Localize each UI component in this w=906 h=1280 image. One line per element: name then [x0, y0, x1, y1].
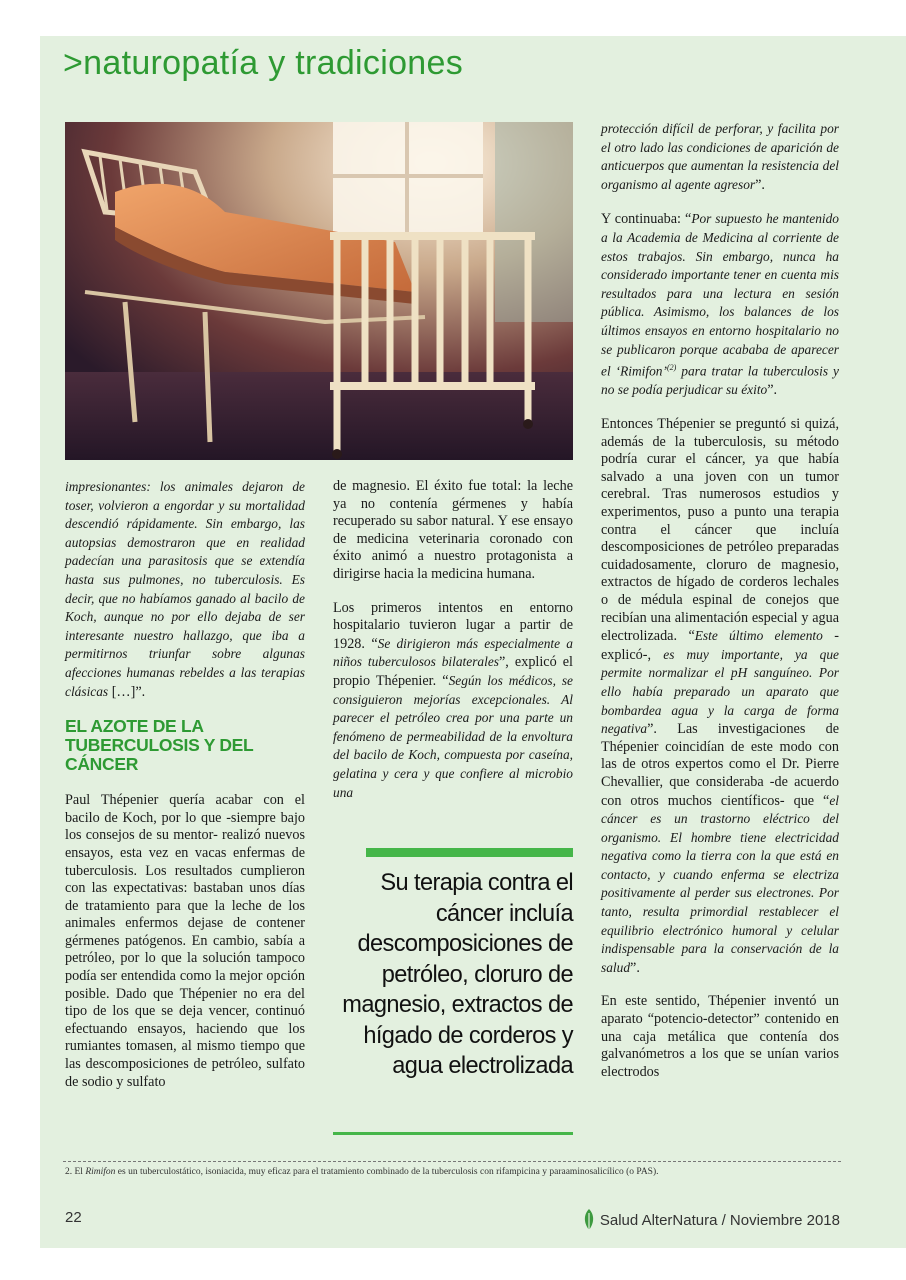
text-run: es un tuberculostático, isoniacida, muy eficaz para el tratamiento combinado de la tuberculosis con rifampicina y paraaminosalicílico (o PAS).: [115, 1167, 659, 1177]
paragraph: Paul Thépenier quería acabar con el bacilo de Koch, por lo que -siempre bajo los consejos de su mentor- realizó nuevos ensayos, esta vez en vacas enfermas de tuberculosis. Los resultados cumplieron con las expectativas: bastaban unos días de tratamiento para que la leche de los animales enfermos dejase de contener gérmenes patógenos. En cambio, sabía a petróleo, por lo que la solución tampoco podía ser entendida como la mejor opción posible. Dado que Thépenier no era del tipo de los que se deja vencer, continuó efectuando ensayos, haciendo que los rumiantes tomasen, al mismo tiempo que las descomposiciones de petróleo, sulfato de sodio y sulfato: [65, 792, 305, 1090]
hospital-bed-illustration: [65, 122, 573, 460]
text-run: 2. El: [65, 1167, 86, 1177]
italic-quote: impresionantes: los animales dejaron de toser, volvieron a engordar y su mortalidad descendió rápidamente. Sin embargo, las autopsias demostraron que en realidad padecían una parasitosis que se extendía hasta sus pulmones, no tuberculosis. Es decir, que no habíamos ganado al bacilo de Koch, aunque no por ello dejaba de ser interesante nuestro hallazgo, que iba a permitirnos triunfar sobre algunas afecciones humanas rebeldes a las terapias clásicas: [65, 479, 305, 699]
text-run: Entonces Thépenier se preguntó si quizá, además de la tuberculosis, su método podría curar el cáncer, ya que había salvado a una joven con un tumor cerebral. Tras numerosos estudios y experimentos, puso a punto una terapia contra el cáncer que incluía descomposiciones de petróleo preparadas cuidadosamente, cloruro de magnesio, extractos de hígado de corderos lechales o de médula espinal de conejos que recibían una alimentación especial y agua electrolizada. “: [601, 416, 839, 645]
paragraph: [601, 210, 839, 400]
italic-quote: Por supuesto he mantenido a la Academia de Medicina al corriente de estos trabajos. Sin embargo, nunca ha considerado importante tener en cuenta mis resultados para una lectura en sesión pública. Asimismo, los balances de los últimos ensayos en entorno hospitalario no se publicaron porque acababa de aparecer el ‘Rimifon’: [601, 211, 839, 379]
pullquote: Su terapia contra el cáncer incluía descomposiciones de petróleo, cloruro de magnesio, extractos de hígado de corderos y agua electrolizada: [342, 870, 573, 1079]
leaf-logo-icon: [582, 1208, 596, 1232]
text-run: -explicó-,: [601, 628, 839, 663]
italic-quote: protección difícil de perforar, y facilita por el otro lado las condiciones de aparición de anticuerpos que aumentan la resistencia del organismo al agente agresor: [601, 121, 839, 192]
text-run: Los primeros intentos en entorno hospitalario tuvieron lugar a partir de 1928. “: [333, 599, 573, 652]
text-run: ”, explicó el propio Thépenier. “: [333, 654, 573, 689]
pullquote-bottom-bar: [333, 1132, 573, 1135]
publication-masthead: [582, 1208, 840, 1232]
pullquote-top-bar: [366, 848, 573, 857]
section-title: >naturopatía y tradiciones: [63, 44, 463, 82]
footnote-ref: (2): [666, 363, 677, 373]
footnote: [65, 1167, 659, 1177]
column-3: [601, 120, 839, 1097]
subheading: EL AZOTE DE LA TUBERCULOSIS Y DEL CÁNCER: [65, 716, 254, 775]
quote-end: ”.: [755, 176, 765, 193]
column-2: [333, 478, 573, 818]
paragraph: [333, 600, 573, 803]
italic-quote: Se dirigieron más especialmente a niños tuberculosos bilaterales: [333, 635, 573, 670]
italic-quote: Este último elemento: [694, 628, 823, 644]
text-run: Y continuaba: “: [601, 211, 692, 228]
italic-quote: Según los médicos, se consiguieron mejorías excepcionales. Al parecer el petróleo crea por una parte un fenómeno de permeabilidad de la envoltura del bacilo de Koch, compuesta por caseína, gelatina y cera y que confiere al microbio una: [333, 672, 573, 800]
quote-end: […]”.: [108, 683, 146, 700]
paragraph: [601, 416, 839, 977]
italic-quote: es muy importante, ya que permite normalizar el pH sanguíneo. Por ello había preparado un aparato que bombardea agua y la carga de forma negativa: [601, 646, 839, 737]
page-number: 22: [65, 1209, 82, 1226]
paragraph: [601, 120, 839, 194]
column-1: [65, 478, 305, 1107]
italic-term: Rimifon: [85, 1167, 116, 1177]
paragraph: En este sentido, Thépenier inventó un aparato “potencio-detector” contenido en una caja metálica que contenía dos galvanómetros a los que se unían varios electrodos: [601, 993, 839, 1080]
italic-quote: para tratar la tuberculosis y no se podía perjudicar su éxito: [601, 363, 839, 398]
article-photo: [65, 122, 573, 460]
publication-line: Salud AlterNatura / Noviembre 2018: [599, 1211, 840, 1229]
text-run: ”. Las investigaciones de Thépenier coincidían de este modo con las de otros expertos como el Dr. Pierre Chevallier, que consideraba -de acuerdo con otros muchos científicos- que “: [601, 721, 839, 809]
quote-end: ”.: [630, 959, 640, 976]
paragraph: de magnesio. El éxito fue total: la leche ya no contenía gérmenes y había recuperado su sabor natural. Y ese ensayo de medicina veterinaria coronado con éxito animó a nuestro protagonista a dirigirse hacia la medicina humana.: [333, 478, 573, 582]
paragraph: [65, 478, 305, 701]
quote-end: ”.: [767, 382, 778, 399]
footnote-divider: [63, 1161, 841, 1162]
italic-quote: el cáncer es un trastorno eléctrico del organismo. El hombre tiene electricidad negativa como la tierra con la que está en contacto, y cuando enferma se electriza positivamente al perder sus electrones. Por tanto, resulta primordial restablecer el equilibrio electrónico humoral y celular indispensable para la conservación de la salud: [601, 792, 839, 975]
